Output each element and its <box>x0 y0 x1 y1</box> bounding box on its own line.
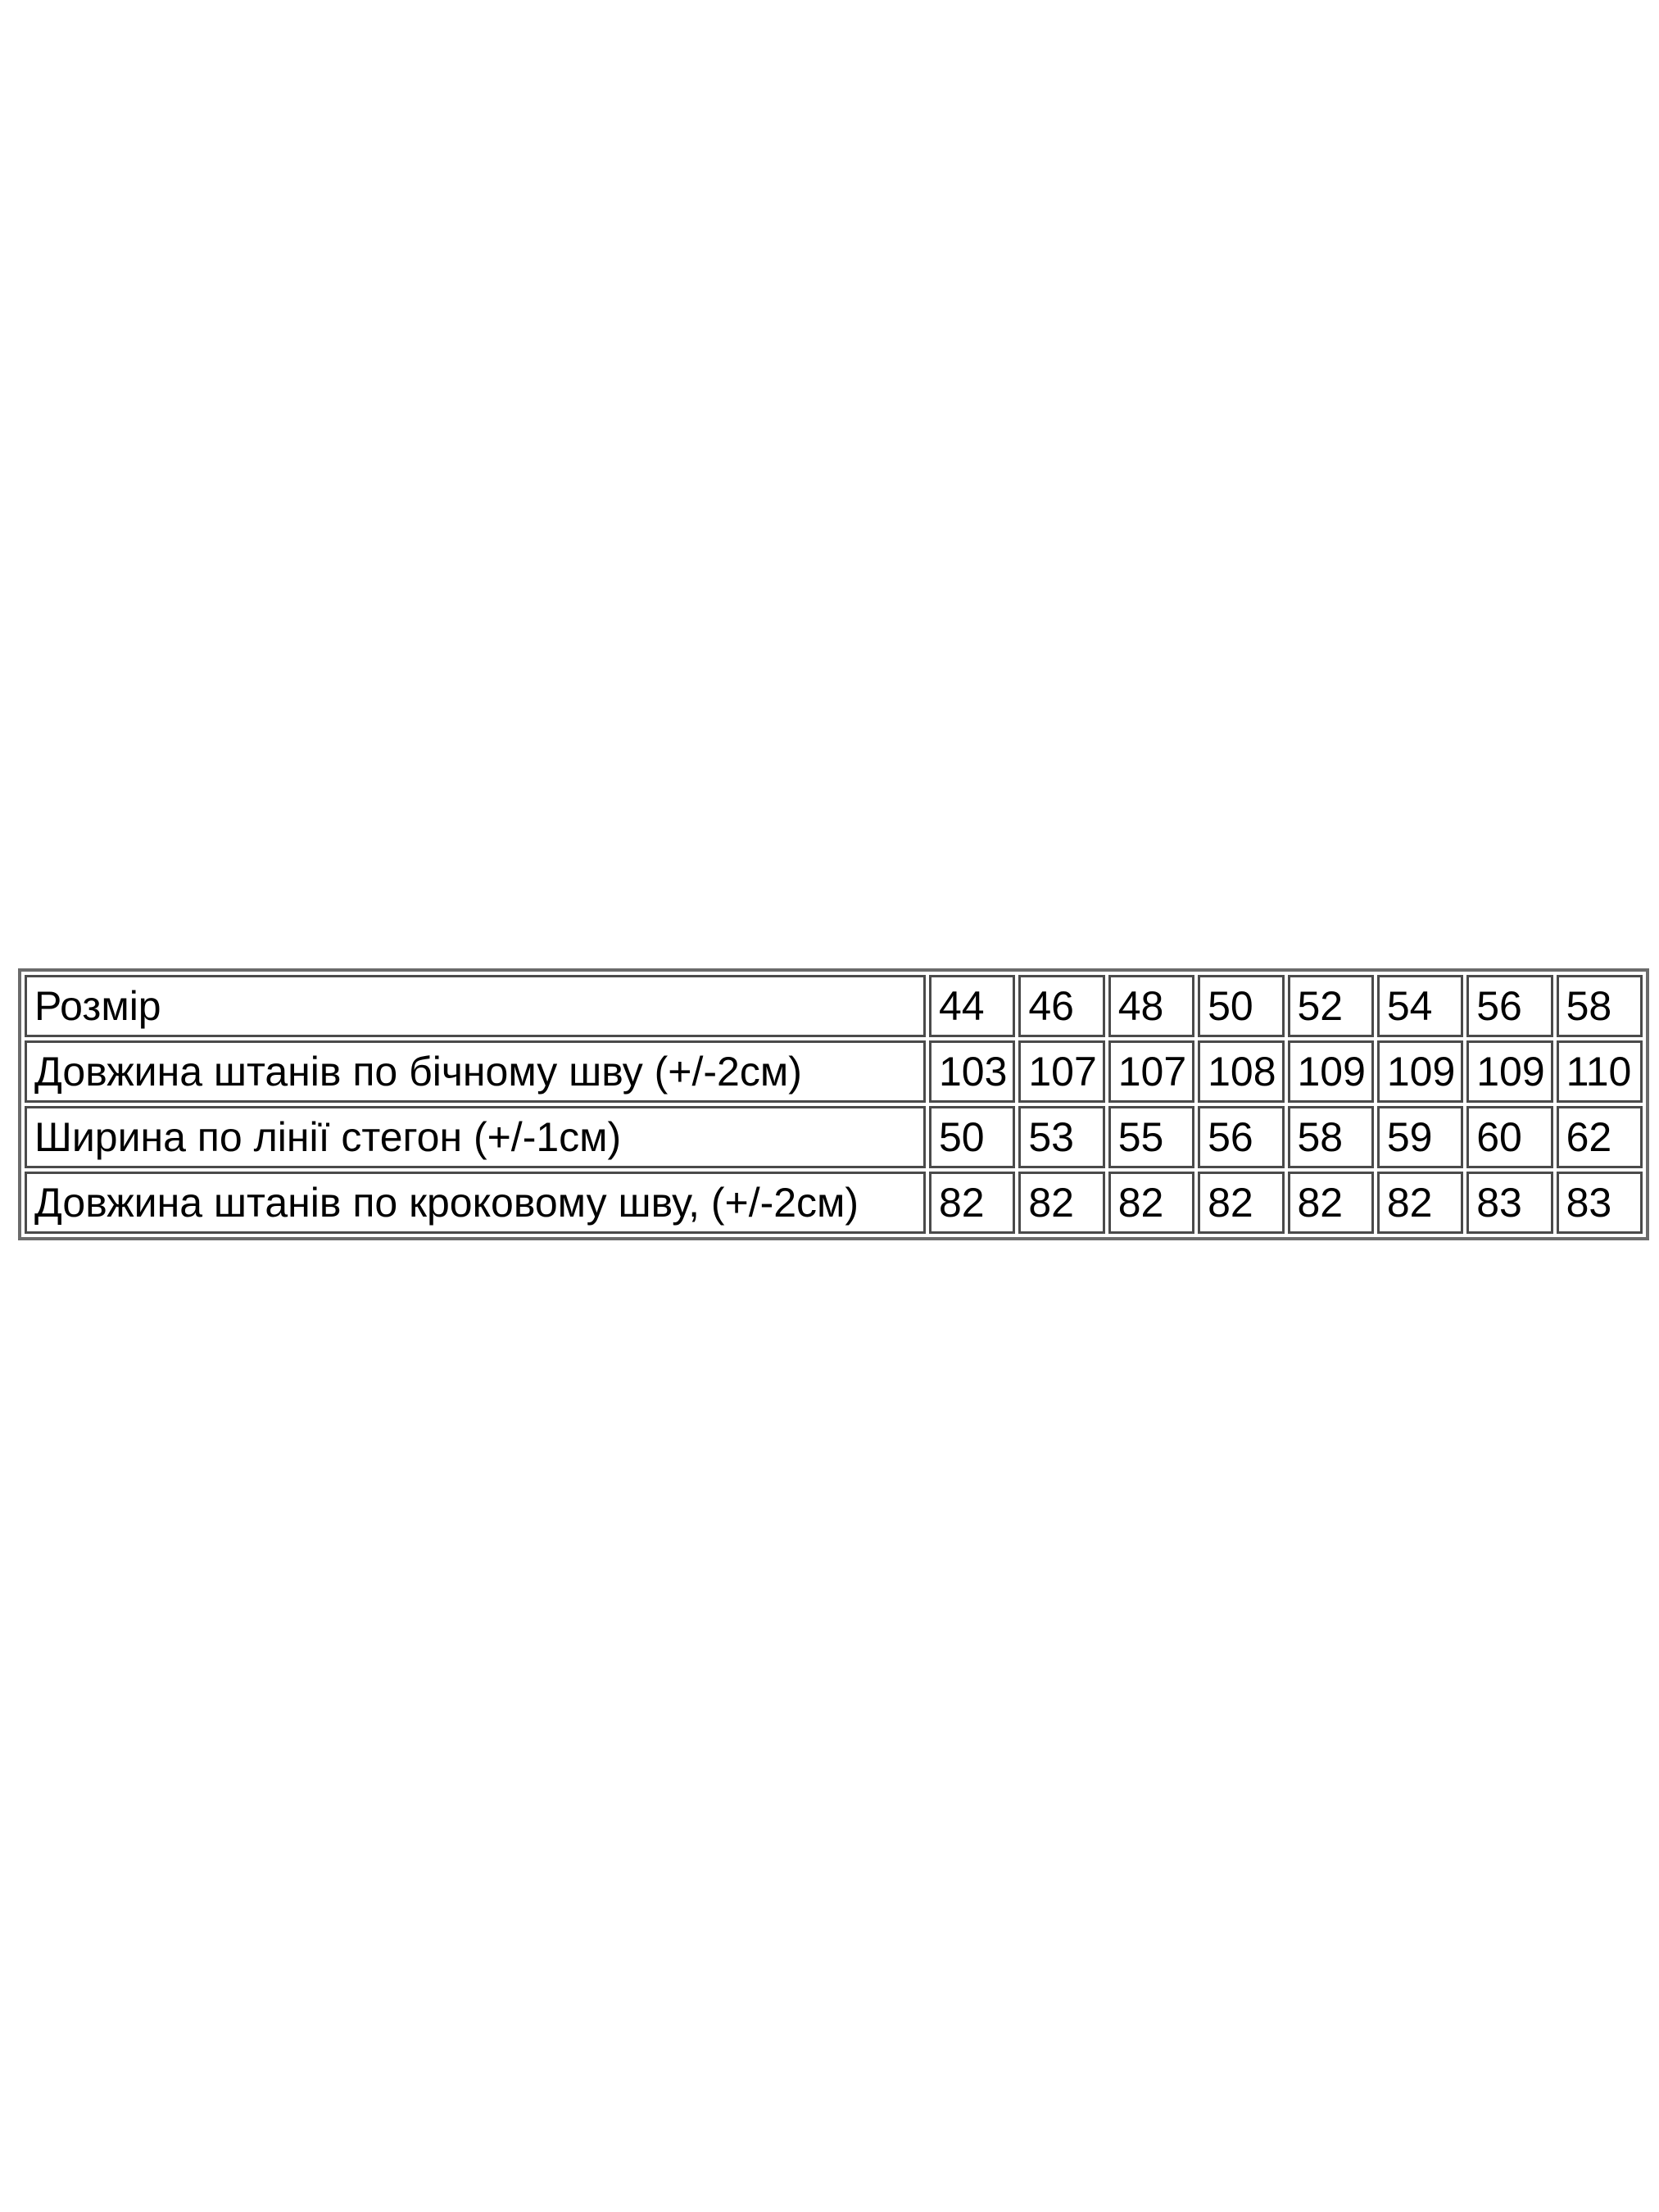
size-value-cell: 53 <box>1018 1106 1104 1168</box>
row-label-cell: Довжина штанів по бічному шву (+/-2см) <box>25 1040 926 1103</box>
size-value-cell: 82 <box>1377 1172 1463 1234</box>
size-value-cell: 82 <box>1288 1172 1374 1234</box>
row-label-cell: Ширина по лінії стегон (+/-1см) <box>25 1106 926 1168</box>
size-value-cell: 44 <box>929 975 1015 1037</box>
row-label-cell: Довжина штанів по кроковому шву, (+/-2см) <box>25 1172 926 1234</box>
size-chart <box>18 968 1649 1240</box>
size-value-cell: 55 <box>1108 1106 1194 1168</box>
size-value-cell: 107 <box>1018 1040 1104 1103</box>
size-value-cell: 56 <box>1466 975 1552 1037</box>
size-value-cell: 58 <box>1288 1106 1374 1168</box>
size-value-cell: 110 <box>1557 1040 1643 1103</box>
size-value-cell: 109 <box>1288 1040 1374 1103</box>
size-value-cell: 59 <box>1377 1106 1463 1168</box>
size-value-cell: 109 <box>1377 1040 1463 1103</box>
size-value-cell: 60 <box>1466 1106 1552 1168</box>
row-label-cell: Розмір <box>25 975 926 1037</box>
size-value-cell: 46 <box>1018 975 1104 1037</box>
size-value-cell: 107 <box>1108 1040 1194 1103</box>
table-row-side-seam-length <box>25 1040 1643 1103</box>
size-value-cell: 62 <box>1557 1106 1643 1168</box>
size-value-cell: 82 <box>1198 1172 1284 1234</box>
size-chart-table <box>18 968 1649 1240</box>
size-value-cell: 83 <box>1466 1172 1552 1234</box>
size-value-cell: 82 <box>1018 1172 1104 1234</box>
size-value-cell: 108 <box>1198 1040 1284 1103</box>
size-value-cell: 109 <box>1466 1040 1552 1103</box>
table-row-size <box>25 975 1643 1037</box>
size-value-cell: 56 <box>1198 1106 1284 1168</box>
size-value-cell: 82 <box>1108 1172 1194 1234</box>
size-value-cell: 103 <box>929 1040 1015 1103</box>
size-value-cell: 54 <box>1377 975 1463 1037</box>
size-value-cell: 82 <box>929 1172 1015 1234</box>
size-value-cell: 50 <box>1198 975 1284 1037</box>
size-value-cell: 83 <box>1557 1172 1643 1234</box>
size-value-cell: 50 <box>929 1106 1015 1168</box>
size-value-cell: 58 <box>1557 975 1643 1037</box>
table-row-inseam-length <box>25 1172 1643 1234</box>
size-value-cell: 48 <box>1108 975 1194 1037</box>
table-row-hip-width <box>25 1106 1643 1168</box>
size-value-cell: 52 <box>1288 975 1374 1037</box>
